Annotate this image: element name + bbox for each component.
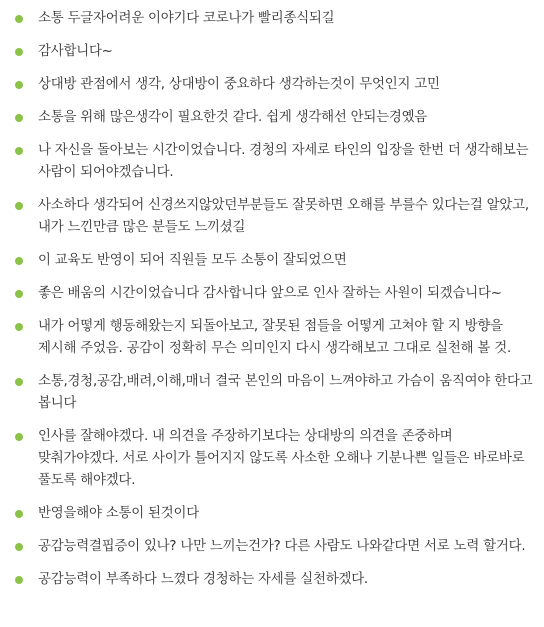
bullet-dot-icon [15, 576, 23, 584]
list-item-text: 소통을 위해 많은생각이 필요한것 같다. 쉽게 생각해선 안되는경옜음 [38, 110, 428, 125]
list-item-text: 소통,경청,공감,배려,이해,매너 결국 본인의 마음이 느껴야하고 가슴이 움직여야 한다고 봅니다 [38, 374, 533, 411]
list-item-text: 반영을해야 소통이 된것이다 [38, 506, 199, 521]
bullet-dot-icon [15, 48, 23, 56]
list-item [0, 140, 544, 184]
bullet-dot-icon [15, 378, 23, 386]
list-item-text: 소통 두글자어려운 이야기다 코로나가 빨리종식되길 [38, 11, 335, 26]
bullet-dot-icon [15, 114, 23, 122]
bullet-dot-icon [15, 81, 23, 89]
bullet-dot-icon [15, 147, 23, 155]
list-item-text: 나 자신을 돌아보는 시간이었습니다. 경청의 자세로 타인의 입장을 한번 더 생각해보는 사람이 되어야겠습니다. [38, 143, 529, 180]
bullet-dot-icon [15, 433, 23, 441]
list-item [0, 536, 544, 558]
list-item [0, 283, 544, 305]
list-item-text: 인사를 잘해야겠다. 내 의견을 주장하기보다는 상대방의 의견을 존중하며 맞춰가야겠다. 서로 사이가 틀어지지 않도록 사소한 오해나 기분나쁜 일들은 바로바로 풀도록 해야겠다. [38, 429, 525, 488]
list-item [0, 107, 544, 129]
list-item-text: 사소하다 생각되어 신경쓰지않았던부분들도 잘못하면 오해를 부를수 있다는걸 알았고, 내가 느낀만큼 많은 분들도 느끼셨길 [38, 198, 529, 235]
list-item-text: 좋은 배움의 시간이었습니다 감사합니다 앞으로 인사 잘하는 사원이 되겠습니다~ [38, 286, 502, 301]
list-item [0, 503, 544, 525]
bullet-dot-icon [15, 290, 23, 298]
list-item [0, 195, 544, 239]
list-item [0, 426, 544, 492]
list-item [0, 8, 544, 30]
bullet-dot-icon [15, 202, 23, 210]
list-item [0, 569, 544, 591]
list-item [0, 74, 544, 96]
bullet-dot-icon [15, 323, 23, 331]
list-item [0, 316, 544, 360]
list-item [0, 41, 544, 63]
list-item-text: 내가 어떻게 행동해왔는지 되돌아보고, 잘못된 점들을 어떻게 고쳐야 할 지 방향을 제시해 주었음. 공감이 정확히 무슨 의미인지 다시 생각해보고 그대로 실천해 볼 것. [38, 319, 511, 356]
list-item-text: 상대방 관점에서 생각, 상대방이 중요하다 생각하는것이 무엇인지 고민 [38, 77, 440, 92]
bullet-dot-icon [15, 257, 23, 265]
list-item-text: 감사합니다~ [38, 44, 113, 59]
list-item-text: 공감능력결핍증이 있나? 나만 느끼는건가? 다른 사람도 나와같다면 서로 노력 할거다. [38, 539, 526, 554]
bullet-dot-icon [15, 510, 23, 518]
list-item [0, 371, 544, 415]
list-item-text: 이 교육도 반영이 되어 직원들 모두 소통이 잘되었으면 [38, 253, 347, 268]
list-item [0, 250, 544, 272]
bullet-dot-icon [15, 15, 23, 23]
list-item-text: 공감능력이 부족하다 느꼈다 경청하는 자세를 실천하겠다. [38, 572, 368, 587]
bullet-dot-icon [15, 543, 23, 551]
